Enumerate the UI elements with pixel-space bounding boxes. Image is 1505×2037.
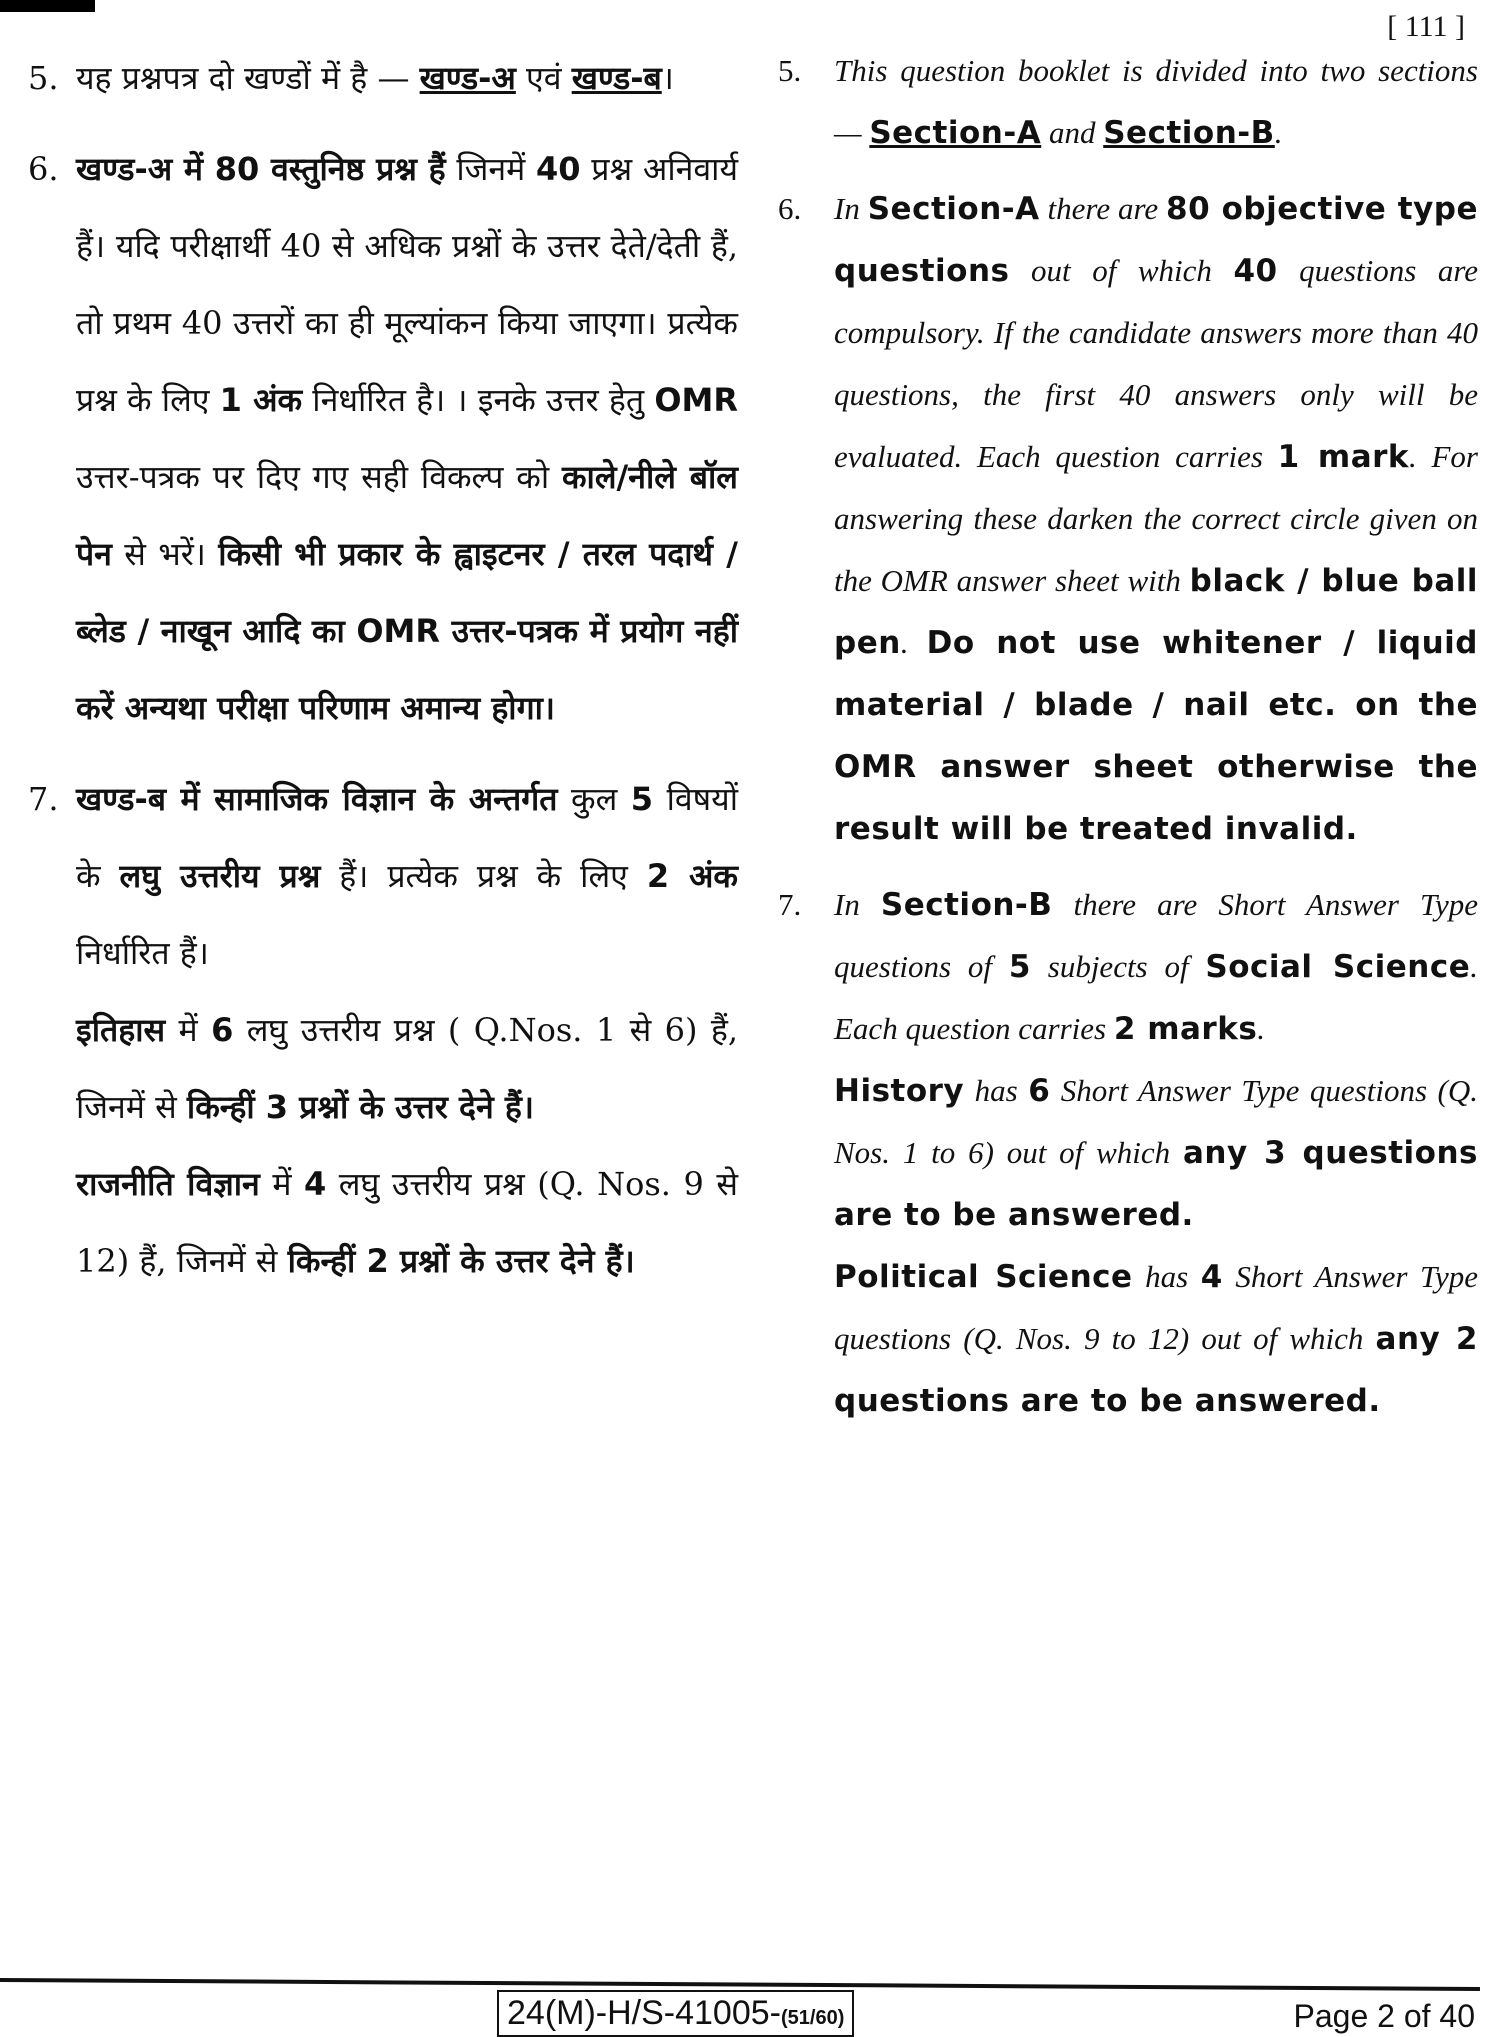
item-body <box>76 131 738 747</box>
item-body <box>834 874 1478 1432</box>
text: . For answering these darken the correct circle given on the OMR answer sheet with <box>834 439 1478 598</box>
text: questions are compulsory. If the candidate answers more than 40 questions, the first 40 answers only will be evaluated. Each question carries <box>834 253 1478 474</box>
bold-text: 40 <box>1233 253 1278 289</box>
text: में <box>165 1011 212 1049</box>
item-number: 6. <box>28 150 59 188</box>
text: विषयों के <box>76 780 738 895</box>
instruction-item <box>28 40 738 117</box>
text: लघु उत्तरीय प्रश्न (Q. Nos. 9 से 12) हैं, जिनमें से <box>76 1165 738 1280</box>
text: से भरें। <box>111 535 219 573</box>
paragraph <box>76 992 738 1146</box>
bold-text: 6 <box>211 1011 234 1049</box>
paragraph <box>76 1146 738 1300</box>
text: has <box>1132 1259 1201 1294</box>
text: . <box>1257 1011 1266 1046</box>
bold-text: Do not use whitener / liquid material / blade / nail etc. on the OMR answer sheet otherwise the result will be treated invalid. <box>834 625 1478 847</box>
paragraph <box>834 1246 1478 1432</box>
text: subjects of <box>1030 949 1206 984</box>
text: This question booklet is divided into two sections — <box>834 53 1478 150</box>
bold-text: 2 marks <box>1113 1011 1258 1047</box>
item-number: 5. <box>28 59 59 97</box>
item-number: 7. <box>28 780 59 818</box>
text: उत्तर-पत्रक पर दिए गए सही विकल्प को <box>76 458 562 496</box>
text: . Each question carries <box>834 949 1478 1046</box>
bold-text: black / blue ball pen <box>834 563 1478 661</box>
paragraph <box>834 874 1478 1060</box>
bold-text: Social Science <box>1205 949 1471 985</box>
bold-text: किन्हीं 3 प्रश्नों के उत्तर देने हैं। <box>186 1088 535 1126</box>
bold-text: खण्ड-अ में 80 वस्तुनिष्ठ प्रश्न हैं <box>76 150 446 188</box>
text: and <box>1041 115 1104 150</box>
text: In <box>834 887 881 922</box>
scan-corner-mark <box>0 0 95 12</box>
text: यह प्रश्नपत्र दो खण्डों में है — <box>76 59 420 97</box>
paper-code-box <box>497 1990 854 2037</box>
paragraph <box>76 761 738 992</box>
item-number: 7. <box>778 887 802 922</box>
paper-code-suffix: (51/60) <box>780 2007 845 2029</box>
instruction-item <box>778 874 1478 1432</box>
bold-text: राजनीति विज्ञान <box>76 1165 260 1203</box>
bold-text: Section-B <box>880 887 1053 923</box>
text: प्रश्न अनिवार्य हैं। यदि परीक्षार्थी 40 से अधिक प्रश्नों के उत्तर देते/देती हैं, तो प्रथम 40 उत्तरों का ही मूल्यांकन किया जाएगा। प्रत्येक प्रश्न के लिए <box>76 150 739 419</box>
bold-text: 5 <box>1008 949 1031 985</box>
hindi-instructions-column <box>28 40 738 1314</box>
text: में <box>259 1165 304 1203</box>
text: In <box>834 191 868 226</box>
text: Short Answer Type questions (Q. Nos. 9 to 12) out of which <box>834 1259 1478 1356</box>
bold-text: इतिहास <box>76 1011 166 1049</box>
text: . <box>1274 115 1283 150</box>
bold-text: Section-A <box>867 191 1040 227</box>
bold-text: 80 objective type questions <box>834 191 1478 289</box>
english-instructions-column <box>778 40 1478 1446</box>
bold-text: 4 <box>303 1165 327 1203</box>
bold-text: OMR <box>654 381 738 419</box>
item-number: 5. <box>778 53 802 88</box>
bold-text: किसी भी प्रकार के ह्वाइटनर / तरल पदार्थ / ब्लेड / नाखून आदि का OMR उत्तर-पत्रक में प्रयोग नहीं करें अन्यथा परीक्षा परिणाम अमान्य होगा। <box>76 535 738 727</box>
bold-text: 4 <box>1200 1259 1223 1295</box>
bold-text: any 2 questions are to be answered. <box>834 1321 1478 1419</box>
text: . <box>900 625 927 660</box>
bold-text: 1 अंक <box>219 381 303 419</box>
text: Short Answer Type questions (Q. Nos. 1 to 6) out of which <box>834 1073 1478 1170</box>
item-body <box>834 40 1478 164</box>
instruction-item <box>28 131 738 747</box>
bold-text: Section-B <box>1103 115 1275 151</box>
bold-text: History <box>834 1073 965 1109</box>
text: निर्धारित हैं। <box>76 934 209 972</box>
text: जिनमें <box>445 150 537 188</box>
paper-code: 24(M)-H/S-41005- <box>507 1994 781 2032</box>
bold-text: किन्हीं 2 <box>287 1242 389 1280</box>
bold-text: 1 mark <box>1277 439 1410 475</box>
item-number: 6. <box>778 191 802 226</box>
paragraph <box>76 40 738 117</box>
bold-text: 2 अंक <box>646 857 739 895</box>
text: निर्धारित है। । इनके उत्तर हेतु <box>302 381 655 419</box>
paragraph <box>76 131 738 747</box>
text: out of which <box>1009 253 1234 288</box>
text: लघु उत्तरीय प्रश्न ( Q.Nos. 1 से 6) हैं, जिनमें से <box>76 1011 739 1126</box>
text: कुल <box>557 780 631 818</box>
bold-text: खण्ड-अ <box>419 59 516 97</box>
item-body <box>834 178 1478 860</box>
bold-text: Section-A <box>869 115 1042 151</box>
text: एवं <box>515 59 572 97</box>
item-body <box>76 40 738 117</box>
bold-text: काले/नीले बॉल पेन <box>76 458 738 573</box>
bold-text: लघु उत्तरीय प्रश्न <box>119 857 321 895</box>
bold-text: 6 <box>1028 1073 1051 1109</box>
text: there are Short Answer Type questions of <box>834 887 1479 984</box>
bold-text: Political Science <box>834 1259 1133 1295</box>
instruction-item <box>778 178 1478 860</box>
paragraph <box>834 178 1478 860</box>
paragraph <box>834 1060 1478 1246</box>
bold-text: 5 <box>630 780 654 818</box>
bold-text: खण्ड-ब में सामाजिक विज्ञान के अन्तर्गत <box>76 780 558 818</box>
bold-text: प्रश्नों के उत्तर देने हैं। <box>388 1242 635 1280</box>
page-number: Page 2 of 40 <box>1293 1998 1475 2034</box>
bold-text: खण्ड-ब <box>571 59 662 97</box>
text: हैं। प्रत्येक प्रश्न के लिए <box>320 857 647 895</box>
text: । <box>661 59 674 97</box>
item-body <box>76 761 738 1300</box>
page-mark: [ 111 ] <box>1387 10 1465 43</box>
bold-text: 40 <box>536 150 581 188</box>
paragraph <box>834 40 1478 164</box>
text: there are <box>1039 191 1167 226</box>
instruction-item <box>28 761 738 1300</box>
instruction-item <box>778 40 1478 164</box>
text: has <box>964 1073 1029 1108</box>
bold-text: any 3 questions are to be answered. <box>834 1135 1479 1233</box>
